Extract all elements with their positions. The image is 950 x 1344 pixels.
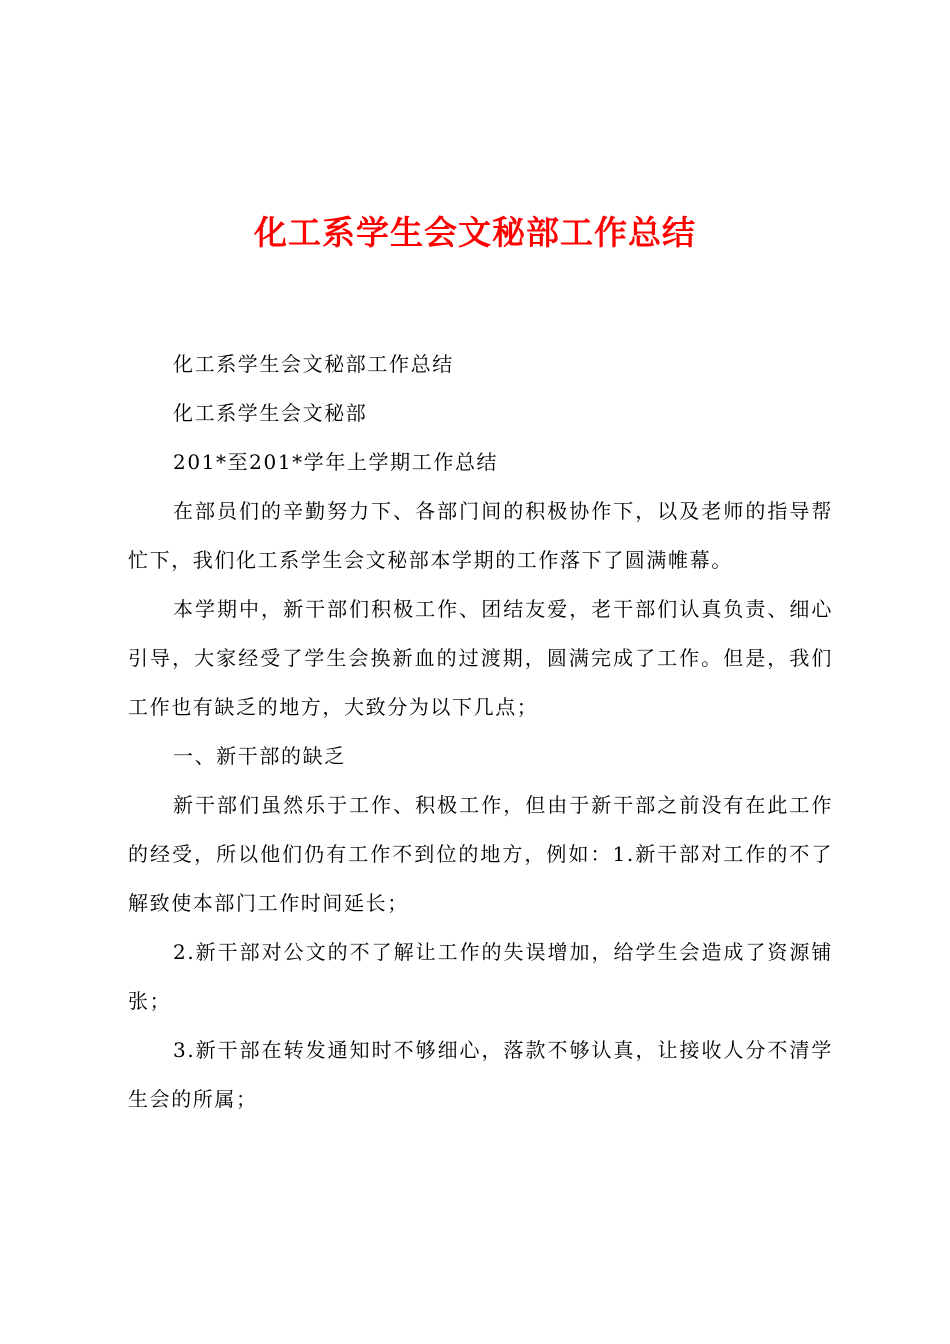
paragraph-semester-summary: 本学期中，新干部们积极工作、团结友爱，老干部们认真负责、细心引导，大家经受了学生会换新血的过渡期，圆满完成了工作。但是，我们工作也有缺乏的地方，大致分为以下几点；	[128, 597, 833, 719]
paragraph-term: 201*至201*学年上学期工作总结	[173, 450, 499, 474]
paragraph-new-cadres: 新干部们虽然乐于工作、积极工作，但由于新干部之前没有在此工作的经受，所以他们仍有工作不到位的地方，例如：1.新干部对工作的不了解致使本部门工作时间延长；	[128, 793, 833, 915]
document-body	[128, 340, 833, 1124]
paragraph-intro: 在部员们的辛勤努力下、各部门间的积极协作下，以及老师的指导帮忙下，我们化工系学生会文秘部本学期的工作落下了圆满帷幕。	[128, 499, 833, 572]
paragraph-point-3: 3.新干部在转发通知时不够细心，落款不够认真，让接收人分不清学生会的所属；	[128, 1038, 833, 1111]
paragraph-section-heading-1: 一、新干部的缺乏	[173, 744, 346, 768]
paragraph-department: 化工系学生会文秘部	[173, 401, 368, 425]
paragraph-point-2: 2.新干部对公文的不了解让工作的失误增加，给学生会造成了资源铺张；	[128, 940, 833, 1013]
paragraph-heading-repeat: 化工系学生会文秘部工作总结	[173, 352, 454, 376]
document-title: 化工系学生会文秘部工作总结	[254, 213, 696, 252]
